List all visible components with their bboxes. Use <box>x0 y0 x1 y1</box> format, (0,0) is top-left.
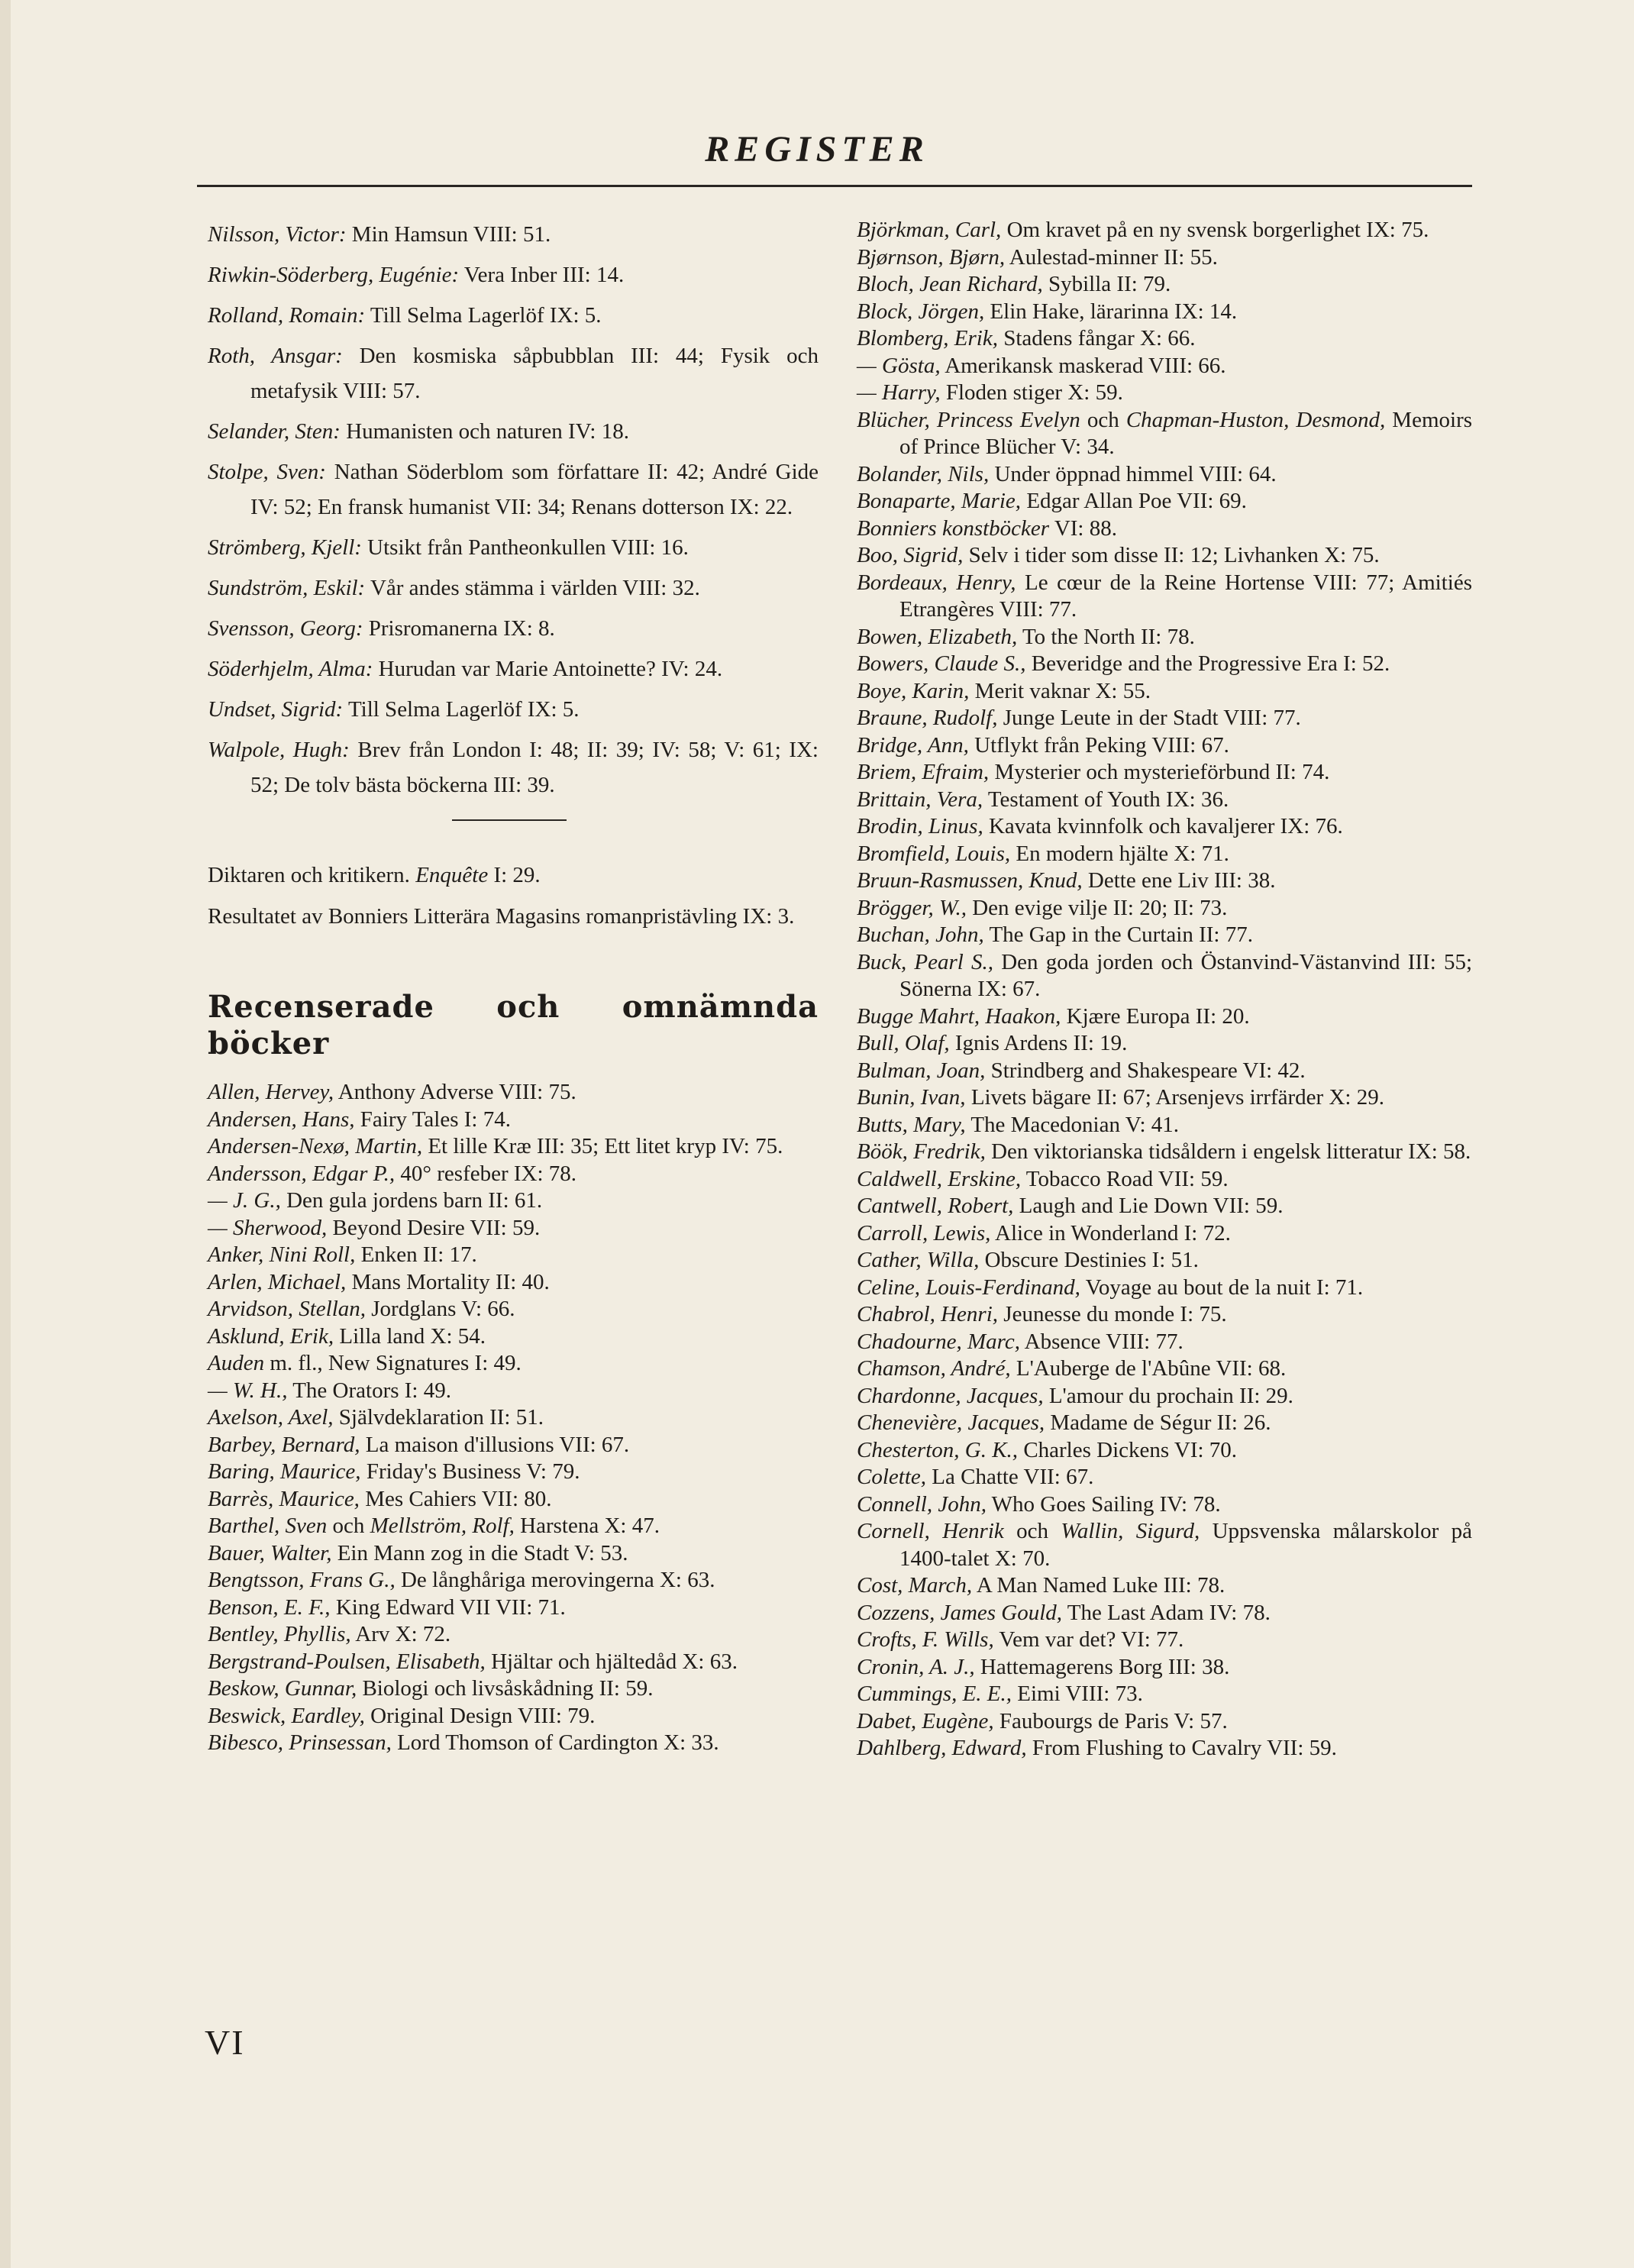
index-entry <box>208 1703 819 1730</box>
entry-text: Den goda jorden och Östanvind-Västanvind III: 55; Sönerna IX: 67. <box>899 949 1473 1001</box>
author-name: Björkman, Carl, <box>857 218 1002 242</box>
author-name: Roth, Ansgar: <box>208 344 343 368</box>
entry-text: Under öppnad himmel VIII: 64. <box>989 461 1277 486</box>
author-name: Cornell, Henrik <box>857 1519 1004 1543</box>
index-entry <box>857 949 1472 1003</box>
index-entry <box>857 1301 1472 1329</box>
index-entry <box>208 1296 819 1323</box>
entry-text: Den kosmiska såpbubblan III: 44; Fysik och metafysik VIII: 57. <box>250 344 819 403</box>
author-name: Buck, Pearl S., <box>857 949 994 974</box>
author-name: Anker, Nini Roll, <box>208 1242 356 1267</box>
entry-text: La maison d'illusions VII: 67. <box>360 1432 630 1457</box>
index-entry <box>857 732 1472 760</box>
index-entry <box>857 1437 1472 1465</box>
entry-text: De långhåriga merovingerna X: 63. <box>395 1568 715 1592</box>
author-name: Bonniers konstböcker <box>857 515 1050 541</box>
index-entry <box>857 515 1472 543</box>
index-entry <box>857 1654 1472 1682</box>
entry-text: To the North II: 78. <box>1017 624 1195 649</box>
index-entry <box>208 1459 819 1486</box>
index-entry <box>208 692 819 727</box>
entry-text: Vera Inber III: 14. <box>459 263 625 287</box>
index-entry <box>208 1432 819 1459</box>
author-list-b <box>208 1079 819 1757</box>
author-name: Selander, Sten: <box>208 419 341 444</box>
index-entry <box>857 841 1472 868</box>
entry-text: Till Selma Lagerlöf IX: 5. <box>343 697 580 722</box>
entry-text: Friday's Business V: 79. <box>360 1459 580 1484</box>
entry-text: Sybilla II: 79. <box>1042 272 1171 296</box>
index-entry <box>857 1600 1472 1627</box>
entry-text: Den gula jordens barn II: 61. <box>280 1188 543 1213</box>
entry-text: Harstena X: 47. <box>514 1514 660 1538</box>
author-name: Barthel, Sven <box>208 1514 328 1538</box>
author-name: Baring, Maurice, <box>208 1459 361 1484</box>
entry-text: Anthony Adverse VIII: 75. <box>334 1080 576 1104</box>
entry-text: Livets bägare II: 67; Arsenjevs irrfärder X: 29. <box>965 1085 1384 1110</box>
entry-text: Et lille Kræ III: 35; Ett litet kryp IV: 75. <box>422 1134 783 1158</box>
index-entry <box>208 454 819 525</box>
author-name: Blücher, Princess Evelyn <box>857 407 1080 432</box>
author-name: Beskow, Gunnar, <box>208 1676 357 1701</box>
index-entry <box>208 1594 819 1622</box>
author-name: Chamson, André, <box>857 1356 1011 1381</box>
author-name: Rolland, Romain: <box>208 303 366 328</box>
entry-text: och <box>327 1514 370 1538</box>
entry-text: Faubourgs de Paris V: 57. <box>993 1708 1228 1733</box>
index-entry <box>857 705 1472 732</box>
entry-text: The Orators I: 49. <box>287 1378 451 1403</box>
author-name: Chadourne, Marc, <box>857 1329 1020 1354</box>
index-entry <box>857 1518 1472 1572</box>
entry-text: Le cœur de la Reine Hortense VIII: 77; Amitiés Etrangères VIII: 77. <box>899 570 1472 622</box>
entry-text: Den evige vilje II: 20; II: 73. <box>966 895 1228 920</box>
entry-text: Kjære Europa II: 20. <box>1061 1003 1250 1029</box>
entry-text: From Flushing to Cavalry VII: 59. <box>1026 1736 1337 1760</box>
entry-text: The Gap in the Curtain II: 77. <box>983 922 1253 947</box>
entry-text: The Macedonian V: 41. <box>965 1112 1180 1137</box>
index-entry <box>208 298 819 333</box>
entry-text: Självdeklaration II: 51. <box>333 1405 544 1430</box>
index-entry <box>857 1355 1472 1383</box>
author-name: Caldwell, Erskine, <box>857 1166 1022 1191</box>
entry-text: Mans Mortality II: 40. <box>346 1269 550 1294</box>
author-name: Bordeaux, Henry, <box>857 570 1016 595</box>
entry-text: Hurudan var Marie Antoinette? IV: 24. <box>373 657 723 681</box>
author-name: Bengtsson, Frans G., <box>208 1568 396 1592</box>
index-entry <box>208 651 819 687</box>
author-name: Svensson, Georg: <box>208 616 363 641</box>
author-name: Chabrol, Henri, <box>857 1302 999 1326</box>
index-entry <box>857 1030 1472 1058</box>
index-entry <box>208 1269 819 1297</box>
author-name: Cather, Willa, <box>857 1248 980 1272</box>
entry-text: Utflykt från Peking VIII: 67. <box>968 732 1229 758</box>
index-entry <box>208 1215 819 1242</box>
entry-text: Merit vaknar X: 55. <box>969 678 1151 703</box>
author-name: — W. H., <box>208 1378 288 1403</box>
entry-text: Amerikansk maskerad VIII: 66. <box>940 353 1226 378</box>
index-entry <box>857 1627 1472 1654</box>
author-name: Böök, Fredrik, <box>857 1139 986 1164</box>
author-name: Brodin, Linus, <box>857 814 983 838</box>
index-entry <box>208 414 819 449</box>
author-name: — Gösta, <box>857 353 941 378</box>
entry-text: Elin Hake, lärarinna IX: 14. <box>984 299 1238 324</box>
index-entry <box>857 813 1472 841</box>
entry-text: m. fl., New Signatures I: 49. <box>264 1351 522 1375</box>
entry-text: Arv X: 72. <box>350 1622 451 1646</box>
author-name: Celine, Louis-Ferdinand, <box>857 1275 1080 1300</box>
author-name: Buchan, John, <box>857 922 984 947</box>
entry-text: Den viktorianska tidsåldern i engelsk litteratur IX: 58. <box>985 1139 1471 1164</box>
author-name: Wallin, Sigurd, <box>1061 1519 1200 1543</box>
index-entry <box>857 570 1472 624</box>
entry-text: Fairy Tales I: 74. <box>354 1107 511 1132</box>
author-name: Benson, E. F., <box>208 1594 331 1620</box>
index-entry <box>857 1084 1472 1112</box>
entry-text: Biologi och livsåskådning II: 59. <box>357 1676 654 1701</box>
entry-text: Who Goes Sailing IV: 78. <box>986 1491 1221 1517</box>
index-entry <box>857 217 1472 244</box>
index-entry <box>208 611 819 646</box>
index-entry <box>857 759 1472 787</box>
entry-text: Memoirs of Prince Blücher V: 34. <box>899 407 1473 459</box>
entry-text: Enken II: 17. <box>355 1242 477 1267</box>
entry-text: Beyond Desire VII: 59. <box>327 1215 541 1240</box>
index-entry <box>208 1486 819 1514</box>
index-entry <box>857 1708 1472 1736</box>
author-name: Chenevière, Jacques, <box>857 1410 1045 1435</box>
index-entry <box>857 1410 1472 1437</box>
entry-text: Stadens fångar X: 66. <box>997 326 1196 351</box>
author-name: Chesterton, G. K., <box>857 1437 1019 1462</box>
index-entry <box>857 1139 1472 1166</box>
author-name: Bromfield, Louis, <box>857 841 1011 866</box>
entry-text: Om kravet på en ny svensk borgerlighet IX: 75. <box>1001 218 1429 242</box>
author-name: Enquête <box>415 863 489 887</box>
entry-text: Dette ene Liv III: 38. <box>1082 868 1276 893</box>
author-name: Cozzens, James Gould, <box>857 1600 1063 1625</box>
author-name: — Harry, <box>857 380 941 405</box>
entry-text: Utsikt från Pantheonkullen VIII: 16. <box>361 535 689 560</box>
author-name: Söderhjelm, Alma: <box>208 657 373 681</box>
index-entry <box>857 867 1472 895</box>
author-name: Dahlberg, Edward, <box>857 1736 1027 1760</box>
index-entry <box>857 651 1472 678</box>
author-name: Chapman-Huston, Desmond, <box>1125 407 1386 432</box>
entry-text: Strindberg and Shakespeare VI: 42. <box>985 1058 1306 1083</box>
entry-text: Resultatet av Bonniers Litterära Magasins romanpristävling IX: 3. <box>208 904 795 929</box>
entry-text: Edgar Allan Poe VII: 69. <box>1021 489 1247 513</box>
author-name: Bull, Olaf, <box>857 1031 950 1055</box>
entry-text: La Chatte VII: 67. <box>926 1465 1094 1489</box>
author-name: — J. G., <box>208 1188 281 1213</box>
entry-text: Humanisten och naturen IV: 18. <box>340 419 629 444</box>
author-name: Bolander, Nils, <box>857 461 990 486</box>
author-name: Bentley, Phyllis, <box>208 1622 351 1646</box>
entry-text: Junge Leute in der Stadt VIII: 77. <box>997 706 1301 730</box>
author-name: Barbey, Bernard, <box>208 1432 360 1457</box>
index-entry <box>857 1193 1472 1220</box>
entry-text: Testament of Youth IX: 36. <box>983 787 1229 812</box>
index-entry <box>208 899 819 934</box>
entry-text: Till Selma Lagerlöf IX: 5. <box>365 303 602 328</box>
author-name: Cronin, A. J., <box>857 1654 975 1679</box>
index-entry <box>857 1003 1472 1031</box>
section-divider <box>452 819 567 821</box>
author-name: Butts, Mary, <box>857 1112 966 1137</box>
left-column <box>208 217 819 1757</box>
index-entry <box>208 1675 819 1703</box>
entry-text: Tobacco Road VII: 59. <box>1021 1166 1229 1191</box>
author-name: Cummings, E. E., <box>857 1682 1012 1706</box>
author-name: Chardonne, Jacques, <box>857 1383 1044 1408</box>
entry-text: Obscure Destinies I: 51. <box>979 1248 1199 1272</box>
entry-text: En modern hjälte X: 71. <box>1010 841 1229 866</box>
index-entry <box>208 570 819 606</box>
author-name: Bloch, Jean Richard, <box>857 272 1043 296</box>
index-entry <box>208 1350 819 1378</box>
author-name: Sundström, Eskil: <box>208 576 366 600</box>
index-entry <box>208 1133 819 1161</box>
entry-text: Nathan Söderblom som författare II: 42; André Gide IV: 52; En fransk humanist VII: 34; Renans dotterson IX: 22. <box>250 460 819 519</box>
index-entry <box>857 678 1472 706</box>
author-name: Bauer, Walter, <box>208 1540 332 1565</box>
entry-text: Lilla land X: 54. <box>334 1323 486 1349</box>
entry-text: Jeunesse du monde I: 75. <box>998 1302 1227 1326</box>
entry-text: Prisromanerna IX: 8. <box>363 616 555 641</box>
entry-text: Hattemagerens Borg III: 38. <box>974 1654 1230 1679</box>
index-entry <box>208 1187 819 1215</box>
author-name: Bowers, Claude S., <box>857 651 1026 676</box>
author-name: Stolpe, Sven: <box>208 460 326 484</box>
author-name: Undset, Sigrid: <box>208 697 344 722</box>
index-entry <box>857 1058 1472 1085</box>
index-entry <box>857 1572 1472 1600</box>
author-name: Bunin, Ivan, <box>857 1085 966 1110</box>
author-name: Bugge Mahrt, Haakon, <box>857 1003 1061 1029</box>
author-name: Andersson, Edgar P., <box>208 1161 396 1186</box>
entry-text: Madame de Ségur II: 26. <box>1045 1410 1271 1435</box>
author-name: Boye, Karin, <box>857 678 970 703</box>
index-entry <box>208 1161 819 1188</box>
entry-text: Hjältar och hjältedåd X: 63. <box>485 1649 738 1674</box>
author-name: Bowen, Elizabeth, <box>857 624 1018 649</box>
entry-text: Alice in Wonderland I: 72. <box>990 1220 1231 1245</box>
author-name: Andersen-Nexø, Martin, <box>208 1134 423 1158</box>
right-column <box>857 217 1472 1762</box>
misc-entries <box>208 858 819 934</box>
index-entry <box>857 353 1472 380</box>
section-heading: Recenserade och omnämnda böcker <box>208 989 819 1061</box>
index-entry <box>857 407 1472 461</box>
author-name: Bjørnson, Bjørn, <box>857 244 1006 270</box>
index-entry <box>208 1242 819 1269</box>
index-entry <box>857 542 1472 570</box>
author-name: Carroll, Lewis, <box>857 1220 991 1245</box>
index-entry <box>857 1220 1472 1248</box>
author-name: Bonaparte, Marie, <box>857 489 1022 513</box>
index-entry <box>857 1329 1472 1356</box>
entry-text: Selv i tider som disse II: 12; Livhanken X: 75. <box>963 543 1380 567</box>
author-name: Walpole, Hugh: <box>208 738 350 762</box>
author-name: Brittain, Vera, <box>857 787 983 812</box>
author-name: Bibesco, Prinsessan, <box>208 1730 392 1755</box>
index-entry <box>857 461 1472 489</box>
author-name: Block, Jörgen, <box>857 299 985 324</box>
index-entry <box>857 1491 1472 1519</box>
index-entry <box>857 1464 1472 1491</box>
author-name: Brögger, W., <box>857 895 967 920</box>
author-name: Arlen, Michael, <box>208 1269 347 1294</box>
index-entry <box>857 380 1472 407</box>
author-name: Strömberg, Kjell: <box>208 535 362 560</box>
header-rule <box>197 185 1472 187</box>
author-name: Arvidson, Stellan, <box>208 1297 367 1321</box>
entry-text: Vår andes stämma i världen VIII: 32. <box>365 576 700 600</box>
entry-text: Ein Mann zog in die Stadt V: 53. <box>331 1540 628 1565</box>
index-entry <box>857 1247 1472 1275</box>
index-entry <box>208 1567 819 1594</box>
index-entry <box>857 624 1472 651</box>
author-name: Braune, Rudolf, <box>857 706 998 730</box>
index-entry <box>208 1378 819 1405</box>
author-name: Bruun-Rasmussen, Knud, <box>857 868 1083 893</box>
author-name: Blomberg, Erik, <box>857 326 998 351</box>
entry-text: Charles Dickens VI: 70. <box>1018 1437 1238 1462</box>
entry-text: VI: 88. <box>1049 515 1117 541</box>
author-list-a <box>208 217 819 803</box>
page-number: VI <box>205 2023 245 2062</box>
entry-text: Uppsvenska målarskolor på 1400-talet X: 70. <box>899 1519 1472 1571</box>
index-entry <box>208 1404 819 1432</box>
index-entry <box>208 1540 819 1568</box>
index-entry <box>208 338 819 409</box>
entry-text: I: 29. <box>488 863 541 887</box>
author-name: Cantwell, Robert, <box>857 1194 1014 1218</box>
author-name: Cost, March, <box>857 1573 973 1598</box>
index-entry <box>208 1730 819 1757</box>
author-name: Connell, John, <box>857 1491 987 1517</box>
author-name: Briem, Efraim, <box>857 760 990 784</box>
index-entry <box>857 325 1472 353</box>
entry-text: Brev från London I: 48; II: 39; IV: 58; V: 61; IX: 52; De tolv bästa böckerna III: 39. <box>250 738 819 797</box>
author-name: Nilsson, Victor: <box>208 222 347 247</box>
entry-text: Min Hamsun VIII: 51. <box>346 222 551 247</box>
index-entry <box>857 271 1472 299</box>
author-name: Dabet, Eugène, <box>857 1708 994 1733</box>
entry-text: L'Auberge de l'Abûne VII: 68. <box>1010 1356 1287 1381</box>
index-entry <box>208 1513 819 1540</box>
index-entry <box>857 895 1472 922</box>
index-entry <box>208 732 819 803</box>
entry-text: King Edward VII VII: 71. <box>330 1594 566 1620</box>
entry-text: Absence VIII: 77. <box>1020 1329 1184 1354</box>
entry-text: Beveridge and the Progressive Era I: 52. <box>1025 651 1390 676</box>
entry-text: Original Design VIII: 79. <box>364 1703 596 1728</box>
author-name: Bridge, Ann, <box>857 732 969 758</box>
entry-text: L'amour du prochain II: 29. <box>1043 1383 1293 1408</box>
index-entry <box>208 1079 819 1107</box>
entry-text: Mes Cahiers VII: 80. <box>359 1486 552 1511</box>
author-name: Crofts, F. Wills, <box>857 1627 994 1652</box>
entry-text: Eimi VIII: 73. <box>1012 1682 1143 1706</box>
author-name: Bulman, Joan, <box>857 1058 986 1083</box>
entry-text: Kavata kvinnfolk och kavaljerer IX: 76. <box>983 814 1343 838</box>
index-entry <box>208 1649 819 1676</box>
entry-text: Diktaren och kritikern. <box>208 863 416 887</box>
entry-text: 40° resfeber IX: 78. <box>395 1161 577 1186</box>
index-entry <box>857 1166 1472 1194</box>
index-entry <box>857 1383 1472 1410</box>
index-entry <box>857 488 1472 515</box>
index-entry <box>208 1621 819 1649</box>
author-name: — Sherwood, <box>208 1215 328 1240</box>
entry-text: Mysterier och mysterieförbund II: 74. <box>989 760 1330 784</box>
page-title: REGISTER <box>705 129 929 170</box>
entry-text: och <box>1080 407 1126 432</box>
index-entry <box>208 1323 819 1351</box>
author-name: Colette, <box>857 1465 927 1489</box>
entry-text: Floden stiger X: 59. <box>940 380 1123 405</box>
author-name: Barrès, Maurice, <box>208 1486 360 1511</box>
index-entry <box>857 1735 1472 1762</box>
index-entry <box>208 257 819 292</box>
index-entry <box>857 1681 1472 1708</box>
index-entry <box>208 530 819 565</box>
entry-text: The Last Adam IV: 78. <box>1062 1600 1271 1625</box>
index-entry <box>857 1275 1472 1302</box>
author-name: Beswick, Eardley, <box>208 1703 365 1728</box>
index-entry <box>857 299 1472 326</box>
author-name: Asklund, Erik, <box>208 1323 334 1349</box>
entry-text: Vem var det? VI: 77. <box>993 1627 1184 1652</box>
index-entry <box>857 787 1472 814</box>
index-entry <box>857 1112 1472 1139</box>
author-name: Axelson, Axel, <box>208 1405 334 1430</box>
author-name: Riwkin-Söderberg, Eugénie: <box>208 263 460 287</box>
author-name: Auden <box>208 1351 265 1375</box>
entry-text: A Man Named Luke III: 78. <box>972 1573 1226 1598</box>
index-entry <box>857 244 1472 272</box>
index-entry <box>208 217 819 252</box>
entry-text: Laugh and Lie Down VII: 59. <box>1013 1194 1284 1218</box>
author-name: Boo, Sigrid, <box>857 543 964 567</box>
entry-text: Voyage au bout de la nuit I: 71. <box>1080 1275 1364 1300</box>
author-name: Mellström, Rolf, <box>370 1514 515 1538</box>
author-name: Bergstrand-Poulsen, Elisabeth, <box>208 1649 486 1674</box>
index-entry <box>208 1107 819 1134</box>
author-name: Allen, Hervey, <box>208 1080 334 1104</box>
entry-text: Jordglans V: 66. <box>366 1297 515 1321</box>
entry-text: och <box>1003 1519 1061 1543</box>
index-entry <box>208 858 819 893</box>
entry-text: Aulestad-minner II: 55. <box>1005 244 1218 270</box>
author-name: Andersen, Hans, <box>208 1107 355 1132</box>
entry-text: Ignis Ardens II: 19. <box>949 1031 1128 1055</box>
index-entry <box>857 922 1472 949</box>
entry-text: Lord Thomson of Cardington X: 33. <box>391 1730 719 1755</box>
